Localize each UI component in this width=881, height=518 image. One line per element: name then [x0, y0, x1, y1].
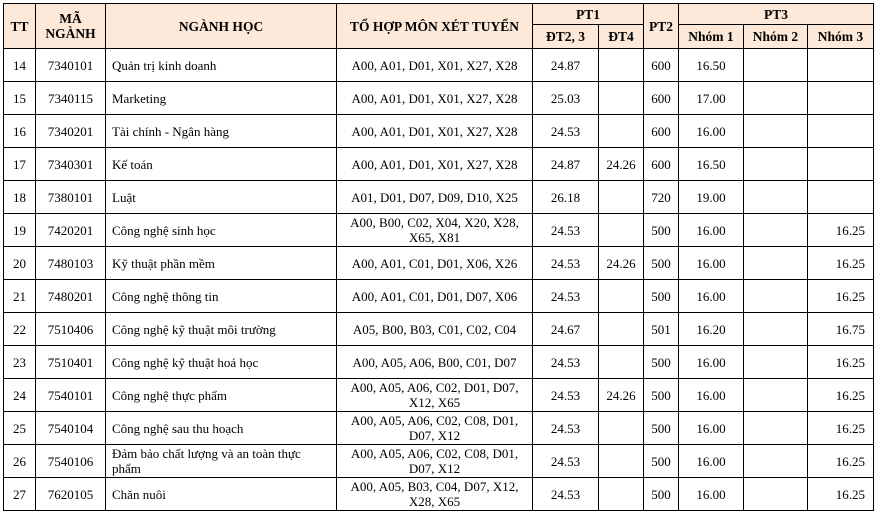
cell-dt23: 26.18 [533, 181, 599, 214]
cell-nhom3: 16.25 [808, 280, 874, 313]
cell-code: 7480201 [36, 280, 106, 313]
cell-pt2: 500 [644, 346, 679, 379]
cell-nhom3: 16.75 [808, 313, 874, 346]
cell-name: Công nghệ thực phẩm [106, 379, 337, 412]
cell-nhom3: 16.25 [808, 346, 874, 379]
cell-tt: 24 [4, 379, 36, 412]
cell-pt2: 600 [644, 49, 679, 82]
cell-dt4 [599, 280, 644, 313]
cell-tt: 21 [4, 280, 36, 313]
cell-pt2: 500 [644, 379, 679, 412]
cell-tt: 17 [4, 148, 36, 181]
cell-name: Kỹ thuật phần mềm [106, 247, 337, 280]
header-dt23: ĐT2, 3 [533, 25, 599, 49]
cell-name: Công nghệ thông tin [106, 280, 337, 313]
cell-name: Tài chính - Ngân hàng [106, 115, 337, 148]
cell-nhom1: 16.00 [679, 346, 744, 379]
cell-combo: A00, A05, A06, B00, C01, D07 [337, 346, 533, 379]
table-row [4, 148, 874, 181]
table-row [4, 412, 874, 445]
cell-code: 7340101 [36, 49, 106, 82]
cell-nhom2 [744, 445, 808, 478]
table-row [4, 346, 874, 379]
cell-pt2: 500 [644, 247, 679, 280]
header-nhom3: Nhóm 3 [808, 25, 874, 49]
cell-code: 7620105 [36, 478, 106, 511]
header-nhom2: Nhóm 2 [744, 25, 808, 49]
cell-code: 7540104 [36, 412, 106, 445]
table-row [4, 445, 874, 478]
cell-combo: A00, A01, D01, X01, X27, X28 [337, 115, 533, 148]
cell-dt23: 24.53 [533, 214, 599, 247]
cell-nhom2 [744, 346, 808, 379]
cell-combo: A00, A01, C01, D01, X06, X26 [337, 247, 533, 280]
table-row [4, 247, 874, 280]
table-row [4, 379, 874, 412]
cell-nhom1: 19.00 [679, 181, 744, 214]
cell-dt23: 24.53 [533, 346, 599, 379]
cell-dt4 [599, 82, 644, 115]
cell-nhom1: 16.00 [679, 247, 744, 280]
cell-tt: 20 [4, 247, 36, 280]
cell-nhom3 [808, 115, 874, 148]
cell-nhom2 [744, 379, 808, 412]
table-row [4, 115, 874, 148]
cell-pt2: 720 [644, 181, 679, 214]
header-nganh-hoc: NGÀNH HỌC [106, 4, 337, 49]
cell-dt4 [599, 214, 644, 247]
cell-nhom2 [744, 247, 808, 280]
header-pt3: PT3 [679, 4, 874, 25]
cell-tt: 23 [4, 346, 36, 379]
cell-nhom2 [744, 313, 808, 346]
cell-combo: A01, D01, D07, D09, D10, X25 [337, 181, 533, 214]
cell-nhom3 [808, 82, 874, 115]
cell-tt: 22 [4, 313, 36, 346]
cell-code: 7510406 [36, 313, 106, 346]
cell-dt4 [599, 49, 644, 82]
cell-tt: 26 [4, 445, 36, 478]
cell-pt2: 600 [644, 115, 679, 148]
cell-dt4 [599, 445, 644, 478]
cell-nhom2 [744, 181, 808, 214]
cell-tt: 15 [4, 82, 36, 115]
cell-code: 7340115 [36, 82, 106, 115]
cell-name: Luật [106, 181, 337, 214]
cell-nhom3 [808, 148, 874, 181]
table-row [4, 49, 874, 82]
header-dt4: ĐT4 [599, 25, 644, 49]
table-row [4, 181, 874, 214]
cell-tt: 16 [4, 115, 36, 148]
cell-dt23: 25.03 [533, 82, 599, 115]
cell-nhom2 [744, 280, 808, 313]
cell-code: 7540101 [36, 379, 106, 412]
table-row [4, 313, 874, 346]
cell-nhom1: 16.50 [679, 49, 744, 82]
cell-dt4: 24.26 [599, 379, 644, 412]
cell-nhom3: 16.25 [808, 379, 874, 412]
cell-dt23: 24.53 [533, 115, 599, 148]
cell-nhom2 [744, 412, 808, 445]
cell-nhom3 [808, 49, 874, 82]
cell-nhom2 [744, 214, 808, 247]
cell-nhom1: 16.20 [679, 313, 744, 346]
cell-nhom1: 16.00 [679, 214, 744, 247]
cell-nhom2 [744, 82, 808, 115]
cell-combo: A00, A01, D01, X01, X27, X28 [337, 82, 533, 115]
cell-nhom1: 16.50 [679, 148, 744, 181]
cell-dt23: 24.87 [533, 148, 599, 181]
cell-name: Công nghệ sau thu hoạch [106, 412, 337, 445]
cell-dt23: 24.53 [533, 379, 599, 412]
cell-combo: A00, A05, A06, C02, C08, D01, D07, X12 [337, 412, 533, 445]
cell-nhom1: 16.00 [679, 445, 744, 478]
cell-pt2: 500 [644, 280, 679, 313]
cell-name: Công nghệ kỹ thuật môi trường [106, 313, 337, 346]
cell-pt2: 600 [644, 82, 679, 115]
cell-nhom3: 16.25 [808, 214, 874, 247]
cell-pt2: 500 [644, 445, 679, 478]
cell-tt: 14 [4, 49, 36, 82]
cell-name: Đảm bảo chất lượng và an toàn thực phẩm [106, 445, 337, 478]
cell-combo: A00, A01, D01, X01, X27, X28 [337, 148, 533, 181]
cell-code: 7340201 [36, 115, 106, 148]
cell-nhom1: 17.00 [679, 82, 744, 115]
cell-dt23: 24.67 [533, 313, 599, 346]
cell-code: 7420201 [36, 214, 106, 247]
cell-nhom3: 16.25 [808, 478, 874, 511]
cell-dt4 [599, 115, 644, 148]
cell-name: Công nghệ sinh học [106, 214, 337, 247]
header-nhom1: Nhóm 1 [679, 25, 744, 49]
cell-name: Chăn nuôi [106, 478, 337, 511]
cell-nhom3 [808, 181, 874, 214]
cell-dt4: 24.26 [599, 247, 644, 280]
cell-name: Quản trị kinh doanh [106, 49, 337, 82]
cell-dt4: 24.26 [599, 148, 644, 181]
cell-pt2: 500 [644, 478, 679, 511]
cell-tt: 18 [4, 181, 36, 214]
cell-dt23: 24.53 [533, 247, 599, 280]
admission-score-table [3, 3, 874, 511]
header-ma-nganh: MÃ NGÀNH [36, 4, 106, 49]
cell-dt4 [599, 181, 644, 214]
cell-dt23: 24.53 [533, 445, 599, 478]
cell-nhom3: 16.25 [808, 247, 874, 280]
cell-combo: A00, B00, C02, X04, X20, X28, X65, X81 [337, 214, 533, 247]
cell-code: 7340301 [36, 148, 106, 181]
cell-dt23: 24.87 [533, 49, 599, 82]
cell-nhom1: 16.00 [679, 280, 744, 313]
cell-nhom1: 16.00 [679, 412, 744, 445]
cell-dt4 [599, 313, 644, 346]
cell-nhom1: 16.00 [679, 115, 744, 148]
header-to-hop: TỔ HỢP MÔN XÉT TUYỂN [337, 4, 533, 49]
cell-dt23: 24.53 [533, 412, 599, 445]
table-row [4, 82, 874, 115]
cell-nhom1: 16.00 [679, 379, 744, 412]
header-pt1: PT1 [533, 4, 644, 25]
cell-name: Công nghệ kỹ thuật hoá học [106, 346, 337, 379]
cell-pt2: 500 [644, 214, 679, 247]
cell-tt: 27 [4, 478, 36, 511]
cell-code: 7510401 [36, 346, 106, 379]
cell-dt4 [599, 412, 644, 445]
table-body [4, 49, 874, 511]
cell-pt2: 500 [644, 412, 679, 445]
cell-code: 7540106 [36, 445, 106, 478]
cell-nhom3: 16.25 [808, 445, 874, 478]
cell-nhom2 [744, 478, 808, 511]
cell-tt: 25 [4, 412, 36, 445]
table-row [4, 214, 874, 247]
cell-name: Marketing [106, 82, 337, 115]
cell-combo: A00, A05, A06, C02, C08, D01, D07, X12 [337, 445, 533, 478]
cell-pt2: 600 [644, 148, 679, 181]
cell-nhom2 [744, 115, 808, 148]
cell-code: 7380101 [36, 181, 106, 214]
cell-pt2: 501 [644, 313, 679, 346]
cell-dt4 [599, 346, 644, 379]
cell-nhom1: 16.00 [679, 478, 744, 511]
cell-code: 7480103 [36, 247, 106, 280]
cell-combo: A00, A05, A06, C02, D01, D07, X12, X65 [337, 379, 533, 412]
cell-tt: 19 [4, 214, 36, 247]
header-pt2: PT2 [644, 4, 679, 49]
table-row [4, 478, 874, 511]
cell-name: Kế toán [106, 148, 337, 181]
cell-combo: A00, A01, C01, D01, D07, X06 [337, 280, 533, 313]
cell-combo: A00, A05, B03, C04, D07, X12, X28, X65 [337, 478, 533, 511]
table-row [4, 280, 874, 313]
cell-nhom2 [744, 49, 808, 82]
header-tt: TT [4, 4, 36, 49]
cell-dt23: 24.53 [533, 280, 599, 313]
cell-dt23: 24.53 [533, 478, 599, 511]
cell-combo: A05, B00, B03, C01, C02, C04 [337, 313, 533, 346]
cell-nhom3: 16.25 [808, 412, 874, 445]
cell-dt4 [599, 478, 644, 511]
cell-combo: A00, A01, D01, X01, X27, X28 [337, 49, 533, 82]
cell-nhom2 [744, 148, 808, 181]
